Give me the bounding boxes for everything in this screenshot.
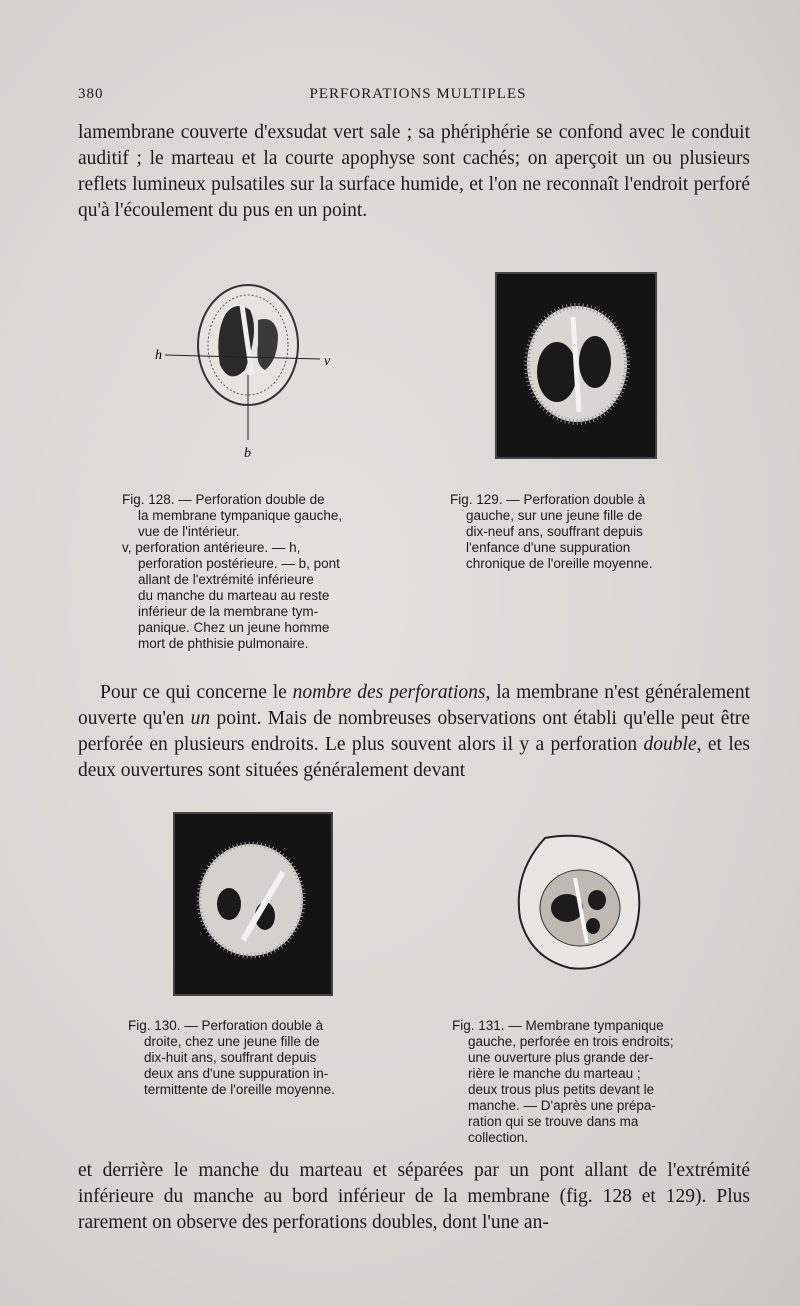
- figure-128-caption: [122, 492, 380, 652]
- paragraph-2-italic-1: nombre des perforations: [292, 682, 486, 703]
- caption-line: v, perforation antérieure. — h,: [122, 540, 301, 555]
- caption-line: Fig. 129. — Perforation double à: [450, 492, 646, 507]
- caption-line: dix-neuf ans, souffrant depuis: [466, 524, 643, 539]
- caption-line: manche. — D'après une prépa-: [468, 1098, 656, 1113]
- caption-line: une ouverture plus grande der-: [468, 1050, 654, 1065]
- caption-line: gauche, perforée en trois endroits;: [468, 1034, 674, 1049]
- paragraph-1: lamembrane couverte d'exsudat vert sale ; sa phériphérie se confond avec le conduit auditif ; le marteau et la courte apophyse sont cachés; on aperçoit un ou plusieurs reflets lumineux pulsatiles sur la surface humide, et l'on ne reconnaît l'endroit perforé qu'à l'écoulement du pus en un point.: [78, 122, 750, 221]
- figure-128-illustration: [140, 275, 350, 470]
- caption-line: la membrane tympanique gauche,: [138, 508, 343, 523]
- caption-line: collection.: [468, 1130, 529, 1145]
- fig128-label-b: b: [244, 446, 251, 461]
- paragraph-2-text-a: Pour ce qui concerne le: [100, 682, 293, 703]
- caption-line: chronique de l'oreille moyenne.: [466, 556, 653, 571]
- paragraph-2-italic-3: double: [643, 734, 697, 755]
- caption-line: mort de phthisie pulmonaire.: [138, 636, 309, 651]
- figure-130-caption: [128, 1018, 378, 1098]
- caption-line: Fig. 130. — Perforation double à: [128, 1018, 324, 1033]
- paragraph-2-text-b: , la membrane n'est généralement ouverte qu'en: [78, 682, 750, 729]
- caption-line: rière le manche du marteau ;: [468, 1066, 641, 1081]
- figure-129-illustration: [495, 272, 657, 459]
- running-title: PERFORATIONS MULTIPLES: [309, 86, 527, 102]
- paragraph-2-text-d: , et les deux ouvertures sont situées généralement devant: [78, 734, 750, 781]
- caption-line: deux ans d'une suppuration in-: [144, 1066, 329, 1081]
- caption-line: Fig. 128. — Perforation double de: [122, 492, 325, 507]
- caption-line: deux trous plus petits devant le: [468, 1082, 655, 1097]
- caption-line: dix-huit ans, souffrant depuis: [144, 1050, 317, 1065]
- caption-line: allant de l'extrémité inférieure: [138, 572, 314, 587]
- page-header: [78, 86, 758, 110]
- caption-line: termittente de l'oreille moyenne.: [144, 1082, 335, 1097]
- caption-line: inférieur de la membrane tym-: [138, 604, 319, 619]
- figure-131-caption: [452, 1018, 744, 1146]
- paragraph-2: [78, 680, 750, 784]
- figure-131-illustration: [505, 828, 650, 978]
- caption-line: l'enfance d'une suppuration: [466, 540, 631, 555]
- page-number: 380: [78, 86, 104, 102]
- fig128-label-v: v: [324, 354, 331, 369]
- paragraph-2-italic-2: un: [190, 708, 211, 729]
- caption-line: Fig. 131. — Membrane tympanique: [452, 1018, 664, 1033]
- fig128-label-h: h: [155, 348, 162, 363]
- caption-line: vue de l'intérieur.: [138, 524, 240, 539]
- paragraph-2-text-c: point. Mais de nombreuses observations ont établi qu'elle peut être perforée en plusieurs endroits. Le plus souvent alors il y a perforation: [78, 708, 751, 755]
- caption-line: droite, chez une jeune fille de: [144, 1034, 320, 1049]
- paragraph-3: et derrière le manche du marteau et séparées par un pont allant de l'extrémité inférieure du manche au bord inférieur de la membrane (fig. 128 et 129). Plus rarement on observe des perforations doubles, dont l'une an-: [78, 1160, 750, 1233]
- figure-130-illustration: [173, 812, 333, 996]
- figure-129-caption: [450, 492, 740, 572]
- caption-line: perforation postérieure. — b, pont: [138, 556, 340, 571]
- caption-line: ration qui se trouve dans ma: [468, 1114, 639, 1129]
- caption-line: du manche du marteau au reste: [138, 588, 330, 603]
- caption-line: gauche, sur une jeune fille de: [466, 508, 643, 523]
- caption-line: panique. Chez un jeune homme: [138, 620, 330, 635]
